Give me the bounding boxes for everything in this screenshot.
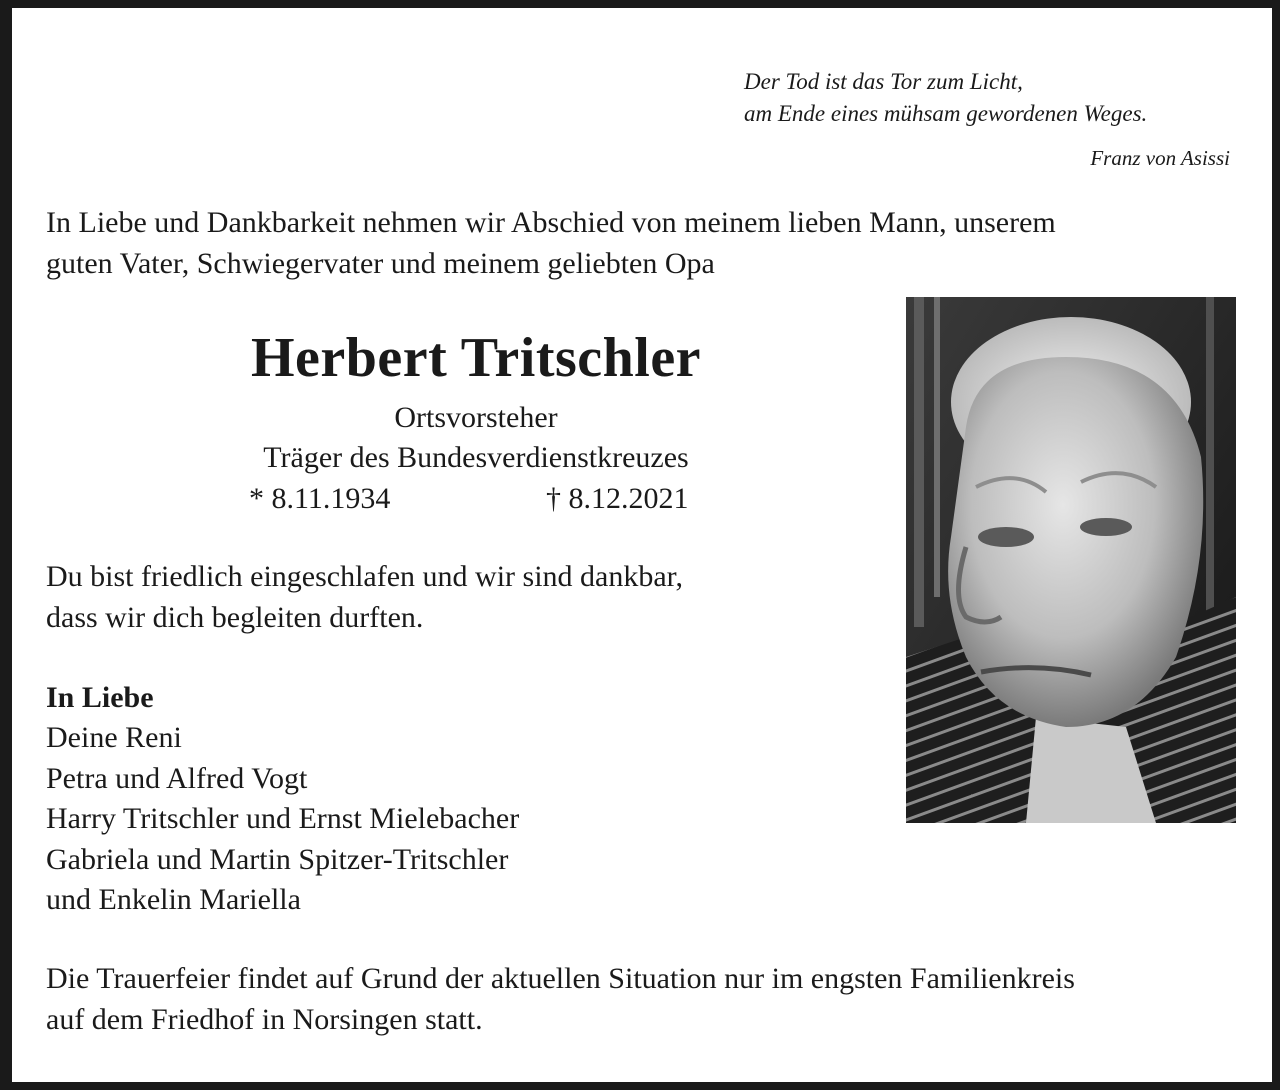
intro-line-2: guten Vater, Schwiegervater und meinem geliebten Opa [46,247,715,280]
death-date: † 8.12.2021 [546,482,689,515]
quote-line-2: am Ende eines mühsam gewordenen Weges. [744,101,1148,126]
intro-text [46,202,1266,284]
funeral-notice [46,958,1266,1040]
intro-line-1: In Liebe und Dankbarkeit nehmen wir Abschied von meinem lieben Mann, unserem [46,206,1056,239]
mourner-name: Petra und Alfred Vogt [46,761,308,795]
epigraph-quote [744,66,1264,130]
mourner-name: und Enkelin Mariella [46,883,301,916]
notice-line-1: Die Trauerfeier findet auf Grund der aktuellen Situation nur im engsten Familienkreis [46,962,1075,995]
deceased-role: Ortsvorsteher [394,401,558,434]
notice-line-2: auf dem Friedhof in Norsingen statt. [46,1003,483,1036]
mourner-name: Deine Reni [46,721,182,754]
verse-line-2: dass wir dich begleiten durften. [46,601,424,634]
mourners-list [46,718,519,921]
quote-author: Franz von Asissi [1090,146,1230,170]
deceased-award: Träger des Bundesverdienstkreuzes [263,441,689,474]
portrait-photo [906,297,1236,823]
verse-line-1: Du bist friedlich eingeschlafen und wir sind dankbar, [46,560,683,593]
mourners-heading: In Liebe [46,681,154,714]
quote-line-1: Der Tod ist das Tor zum Licht, [744,69,1023,94]
birth-date: * 8.11.1934 [249,482,391,515]
portrait-photo-icon [906,297,1236,823]
farewell-verse [46,556,886,638]
mourner-name: Harry Tritschler und Ernst Mielebacher [46,802,520,835]
deceased-name: Herbert Tritschler [250,327,702,389]
mourner-name: Gabriela und Martin Spitzer-Tritschler [46,842,509,876]
